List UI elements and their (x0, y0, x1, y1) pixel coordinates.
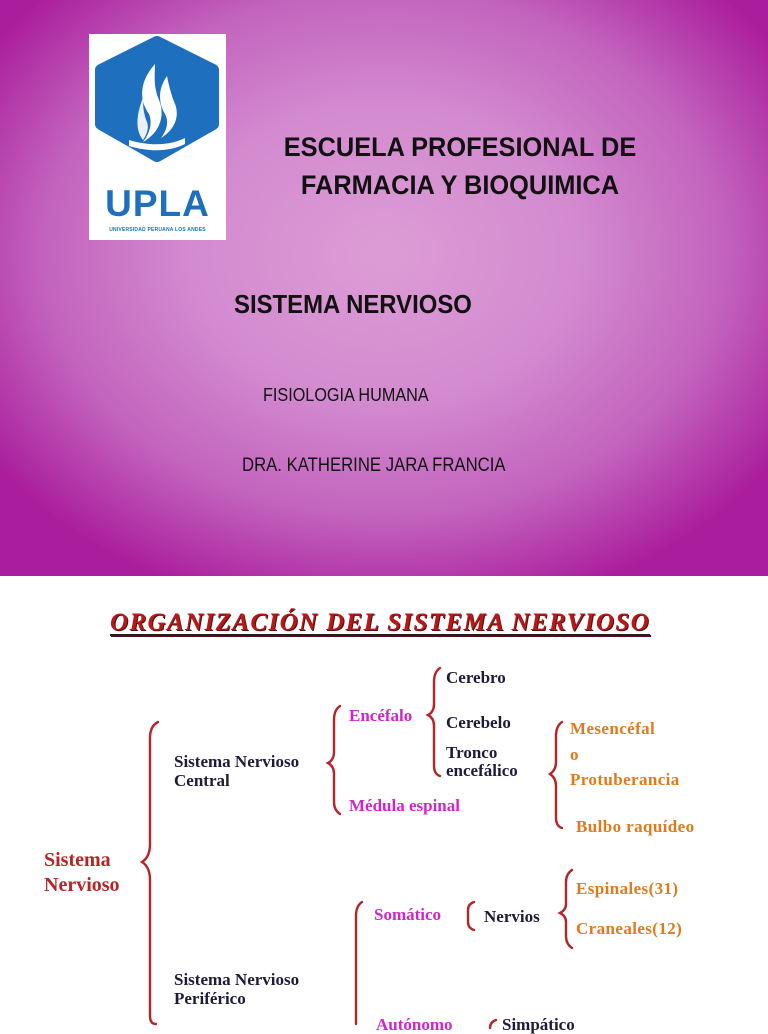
medula-label: Médula espinal (349, 796, 460, 815)
bulbo-label: Bulbo raquídeo (576, 817, 695, 836)
somatico-brace (468, 902, 474, 930)
simpatico-label: Simpático (502, 1015, 575, 1034)
mesencefalo-label-1: Mesencéfal (570, 719, 656, 738)
upla-logo (89, 34, 226, 240)
snc-brace (328, 706, 340, 814)
tronco-label-line-2: encefálico (446, 761, 518, 780)
diagram-title: ORGANIZACIÓN DEL SISTEMA NERVIOSO (110, 609, 651, 636)
tronco-label-line-1: Tronco (446, 743, 498, 762)
autonomo-brace (490, 1020, 496, 1028)
mesencefalo-label-2: o (570, 745, 579, 764)
snp-label-line-1: Sistema Nervioso (174, 970, 300, 989)
encefalo-label: Encéfalo (349, 706, 413, 725)
course-name: FISIOLOGIA HUMANA (263, 385, 429, 405)
logo-wordmark: UPLA (105, 183, 210, 224)
encefalo-brace (428, 668, 440, 776)
cerebelo-label: Cerebelo (446, 713, 511, 732)
snc-label (174, 752, 299, 790)
espinales-label: Espinales(31) (576, 879, 679, 898)
root-brace (142, 722, 158, 1024)
autonomo-label: Autónomo (376, 1015, 453, 1034)
root-label-line-1: Sistema (44, 849, 111, 871)
logo-subtitle: UNIVERSIDAD PERUANA LOS ANDES (109, 227, 206, 233)
craneales-label: Craneales(12) (576, 919, 683, 938)
tronco-label (446, 744, 518, 780)
school-title-line-2: FARMACIA Y BIOQUIMICA (300, 170, 620, 200)
author-name: DRA. KATHERINE JARA FRANCIA (242, 455, 506, 476)
snp-label (174, 970, 299, 1008)
cerebro-label: Cerebro (446, 668, 506, 687)
snp-label-line-2: Periférico (174, 989, 246, 1008)
root-label (44, 848, 120, 898)
snp-brace (356, 902, 362, 1024)
root-label-line-2: Nervioso (44, 874, 120, 896)
snc-label-line-1: Sistema Nervioso (174, 752, 300, 771)
nervios-label: Nervios (484, 907, 540, 926)
presentation-topic: SISTEMA NERVIOSO (234, 289, 472, 319)
tronco-brace (550, 722, 562, 828)
somatico-label: Somático (374, 905, 442, 924)
snc-label-line-2: Central (174, 771, 230, 790)
nervios-brace (560, 870, 572, 948)
school-title (253, 128, 667, 204)
organization-slide (0, 576, 768, 1034)
school-title-line-1: ESCUELA PROFESIONAL DE (283, 132, 637, 162)
protuberancia-label: Protuberancia (570, 770, 680, 789)
